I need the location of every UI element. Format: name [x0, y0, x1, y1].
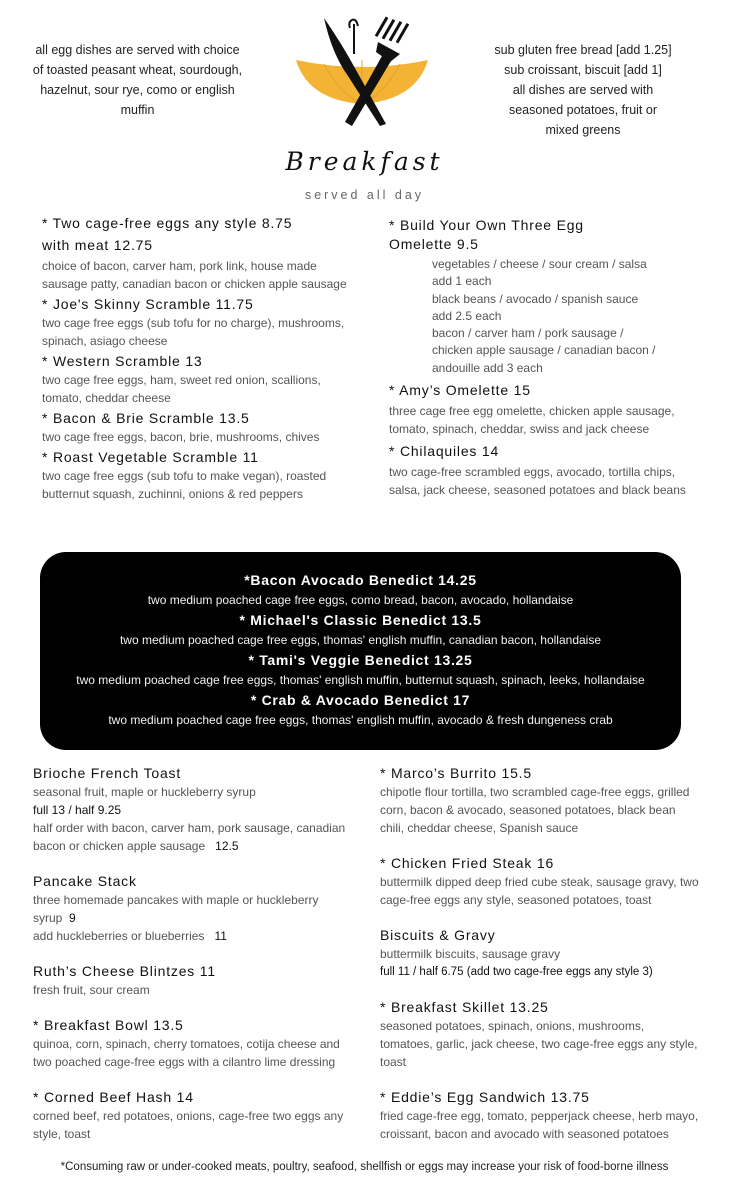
- page-subtitle: served all day: [304, 188, 425, 202]
- item-title: * Eddie’s Egg Sandwich 13.75: [380, 1089, 590, 1105]
- option-line: andouille add 3 each: [432, 360, 543, 375]
- extra-text: half order with bacon, carver ham, pork sausage, canadian bacon or chicken apple sausage: [33, 821, 346, 853]
- option-line: bacon / carver ham / pork sausage /: [432, 326, 624, 341]
- item-price: full 11 / half 6.75 (add two cage-free eggs any style 3): [380, 966, 653, 978]
- item-description: two cage free eggs (sub tofu for no charge), mushrooms, spinach, asiago cheese: [42, 316, 345, 348]
- item-title: * Joe's Skinny Scramble 11.75: [42, 296, 254, 312]
- note-line: sub croissant, biscuit [add 1]: [504, 63, 662, 77]
- item-description: corned beef, red potatoes, onions, cage-free two eggs any style, toast: [33, 1109, 344, 1141]
- umbrella-fork-knife-logo-icon: [292, 14, 432, 132]
- allergy-disclaimer: *Consuming raw or under-cooked meats, poultry, seafood, shellfish or eggs may increase your risk of food-borne illness: [60, 1161, 669, 1173]
- note-line: seasoned potatoes, fruit or: [508, 103, 657, 117]
- item-title: * Breakfast Skillet 13.25: [380, 999, 549, 1015]
- item-title: * Breakfast Bowl 13.5: [33, 1017, 184, 1033]
- item-title: * Amy’s Omelette 15: [389, 382, 531, 399]
- item-description: fresh fruit, sour cream: [33, 983, 150, 997]
- item-subtitle: with meat 12.75: [42, 237, 153, 253]
- benedict-title: * Michael's Classic Benedict 13.5: [239, 612, 482, 628]
- page-title: Breakfast: [285, 147, 444, 176]
- right-bottom-column: [380, 764, 700, 1143]
- right-top-column: [389, 216, 689, 499]
- option-line: add 2.5 each: [432, 308, 502, 323]
- item-description: fried cage-free egg, tomato, pepperjack cheese, herb mayo, croissant, bacon and avocado with seasoned potatoes: [380, 1109, 699, 1141]
- benedict-description: two medium poached cage free eggs, thomas' english muffin, canadian bacon, hollandaise: [119, 633, 602, 647]
- item-title: * Chilaquiles 14: [389, 443, 500, 460]
- item-description: seasoned potatoes, spinach, onions, mushrooms, tomatoes, garlic, jack cheese, two cage-free eggs any style, toast: [380, 1019, 698, 1069]
- item-extra: [33, 927, 353, 945]
- item-title: Brioche French Toast: [33, 765, 182, 781]
- benedict-description: two medium poached cage free eggs, thomas' english muffin, avocado & fresh dungeness crab: [108, 713, 613, 727]
- item-description: three cage free egg omelette, chicken apple sausage, tomato, spinach, cheddar, swiss and jack cheese: [389, 404, 675, 437]
- benedict-description: two medium poached cage free eggs, como bread, bacon, avocado, hollandaise: [147, 593, 574, 607]
- right-header-note: [478, 40, 688, 140]
- extra-price: 12.5: [215, 839, 239, 853]
- left-top-column: [42, 214, 362, 503]
- item-title: Pancake Stack: [33, 873, 137, 889]
- item-description: two cage free eggs (sub tofu to make vegan), roasted butternut squash, zuchinni, onions & red peppers: [42, 469, 327, 501]
- note-line: mixed greens: [545, 123, 621, 137]
- left-header-note: all egg dishes are served with choice of toasted peasant wheat, sourdough, hazelnut, sour rye, como or english muffin: [32, 43, 243, 117]
- item-description: two cage free eggs, bacon, brie, mushrooms, chives: [42, 430, 320, 444]
- note-line: all dishes are served with: [512, 83, 654, 97]
- item-extra: [33, 819, 353, 855]
- note-line: sub gluten free bread [add 1.25]: [494, 43, 672, 57]
- option-line: vegetables / cheese / sour cream / salsa: [432, 257, 647, 271]
- item-price: full 13 / half 9.25: [33, 803, 122, 817]
- item-description: seasonal fruit, maple or huckleberry syrup: [33, 785, 256, 799]
- extra-text: add huckleberries or blueberries: [33, 929, 205, 943]
- item-description: two cage-free scrambled eggs, avocado, tortilla chips, salsa, jack cheese, seasoned potatoes and black beans: [389, 465, 686, 498]
- item-title: Biscuits & Gravy: [380, 927, 496, 943]
- item-price: 9: [69, 911, 76, 925]
- item-title: * Marco’s Burrito 15.5: [380, 765, 532, 781]
- item-title: * Roast Vegetable Scramble 11: [42, 449, 259, 465]
- item-description: chipotle flour tortilla, two scrambled cage-free eggs, grilled corn, bacon & avocado, seasoned potatoes, black bean chili, cheddar cheese, Spanish sauce: [380, 785, 690, 835]
- item-title: * Bacon & Brie Scramble 13.5: [42, 410, 250, 426]
- left-bottom-column: [33, 764, 353, 1143]
- benedict-title: * Crab & Avocado Benedict 17: [250, 692, 471, 708]
- item-title: * Chicken Fried Steak 16: [380, 855, 555, 871]
- item-title: * Build Your Own Three Egg: [389, 217, 584, 233]
- item-description: quinoa, corn, spinach, cherry tomatoes, cotija cheese and two poached cage-free eggs with a cilantro lime dressing: [33, 1037, 340, 1069]
- benedict-title: * Tami's Veggie Benedict 13.25: [248, 652, 473, 668]
- item-title: * Two cage-free eggs any style 8.75: [42, 215, 293, 231]
- item-title: Omelette 9.5: [389, 236, 479, 252]
- item-description: buttermilk biscuits, sausage gravy: [380, 947, 561, 961]
- extra-price: 11: [214, 929, 227, 943]
- option-line: black beans / avocado / spanish sauce: [432, 291, 639, 306]
- item-title: * Western Scramble 13: [42, 353, 203, 369]
- item-description: buttermilk dipped deep fried cube steak, sausage gravy, two cage-free eggs any style, seasoned potatoes, toast: [380, 875, 699, 907]
- benedict-title: *Bacon Avocado Benedict 14.25: [244, 572, 477, 588]
- option-line: chicken apple sausage / canadian bacon /: [432, 343, 656, 358]
- desc-text: three homemade pancakes with maple or huckleberry syrup: [33, 893, 319, 925]
- omelette-options: [389, 256, 689, 377]
- item-description: [33, 891, 353, 927]
- item-description: two cage free eggs, ham, sweet red onion, scallions, tomato, cheddar cheese: [42, 373, 321, 405]
- benedict-panel: [40, 552, 681, 750]
- option-line: add 1 each: [432, 274, 492, 289]
- benedict-description: two medium poached cage free eggs, thomas' english muffin, butternut squash, spinach, leeks, hollandaise: [76, 673, 645, 687]
- item-description: choice of bacon, carver ham, pork link, house made sausage patty, canadian bacon or chicken apple sausage: [42, 259, 347, 291]
- item-title: Ruth’s Cheese Blintzes 11: [33, 963, 216, 979]
- item-title: * Corned Beef Hash 14: [33, 1089, 194, 1105]
